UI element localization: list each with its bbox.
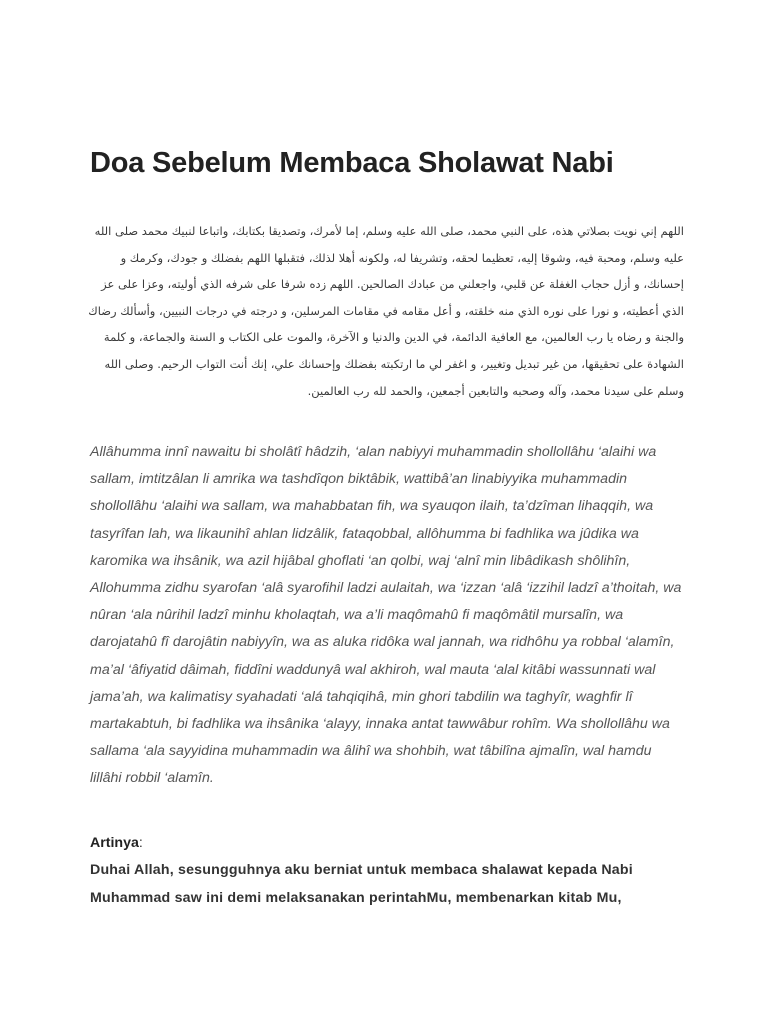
arabic-prayer-text: اللهم إني نويت بصلاتي هذه، على النبي محمد، صلى الله عليه وسلم، إما لأمرك، وتصديقا بكتابك، واتباعا لنبيك محمد صلى الله عليه وسلم، ومحبة فيه، وشوقا إليه، تعظيما لحقه، وتشريفا له، ولكونه أهلا لذلك، فتقبلها اللهم بفضلك و جودك، وكرمك و إحسانك، و أزل حجاب الغفلة عن قلبي، واجعلني من عبادك الصالحين. اللهم زده شرفا على شرفه الذي أوليته، وعزا على عز الذي أعطيته، و نورا على نوره الذي منه خلقته، و أعل مقامه في مقامات المرسلين، و درجته في درجات النبيين، وأسألك رضاك والجنة و رضاه يا رب العالمين، مع العافية الدائمة، في الدين والدنيا و الآخرة، والموت على الكتاب و السنة والجماعة، و كلمة الشهادة على تحقيقها، من غير تبديل وتغيير، و اغفر لي ما ارتكبته بفضلك وإحسانك علي، إنك أنت التواب الرحيم. وصلى الله وسلم على سيدنا محمد، وآله وصحبه والتابعين أجمعين، والحمد لله رب العالمين. bbox=[88, 224, 684, 398]
artinya-label: Artinya bbox=[90, 835, 139, 851]
artinya-heading bbox=[90, 830, 685, 858]
translation-text: Duhai Allah, sesungguhnya aku berniat untuk membaca shalawat kepada Nabi Muhammad saw ini demi melaksanakan perintahMu, membenarkan kitab Mu, bbox=[90, 862, 633, 906]
page-title: Doa Sebelum Membaca Sholawat Nabi bbox=[90, 147, 614, 179]
latin-transliteration-text: Allâhumma innî nawaitu bi sholâtî hâdzih, ‘alan nabiyyi muhammadin shollollâhu ‘alaihi wa sallam, imtitzâlan li amrika wa tashdîqon biktâbik, wattibâ’an linabiyyika muhammadin shollollâhu ‘alaihi wa sallam, wa mahabbatan fih, wa syauqon ilaih, ta’dzîman lihaqqih, wa tasyrîfan lah, wa likaunihî ahlan lidzâlik, fataqobbal, allôhumma bi fadhlika wa jûdika wa karomika wa ihsânik, wa azil hijâbal ghoflati ‘an qolbi, waj ‘alnî min libâdikash shôlihîn, Allohumma zidhu syarofan ‘alâ syarofihil ladzi aulaitah, wa ‘izzan ‘alâ ‘izzihil ladzî a’thoitah, wa nûran ‘ala nûrihil ladzî minhu kholaqtah, wa a’li maqômahû fi maqômâtil mursalîn, wa darojatahû fî darojâtin nabiyyîn, wa as aluka ridôka wal jannah, wa ridhôhu ya robbal ‘alamîn, ma’al ‘âfiyatid dâimah, fiddîni waddunyâ wal akhiroh, wal mauta ‘alal kitâbi wassunnati wal jama’ah, wa kalimatisy syahadati ‘alá tahqiqihâ, min ghori tabdilin wa taghyîr, waghfir lî martakabtuh, bi fadhlika wa ihsânika ‘alayy, innaka antat tawwâbur rohîm. Wa shollollâhu wa sallama ‘ala sayyidina muhammadin wa âlihî wa shohbih, wat tâbilîna ajmalîn, wal hamdu lillâhi robbil ‘alamîn. bbox=[90, 444, 682, 787]
artinya-colon: : bbox=[138, 835, 143, 851]
